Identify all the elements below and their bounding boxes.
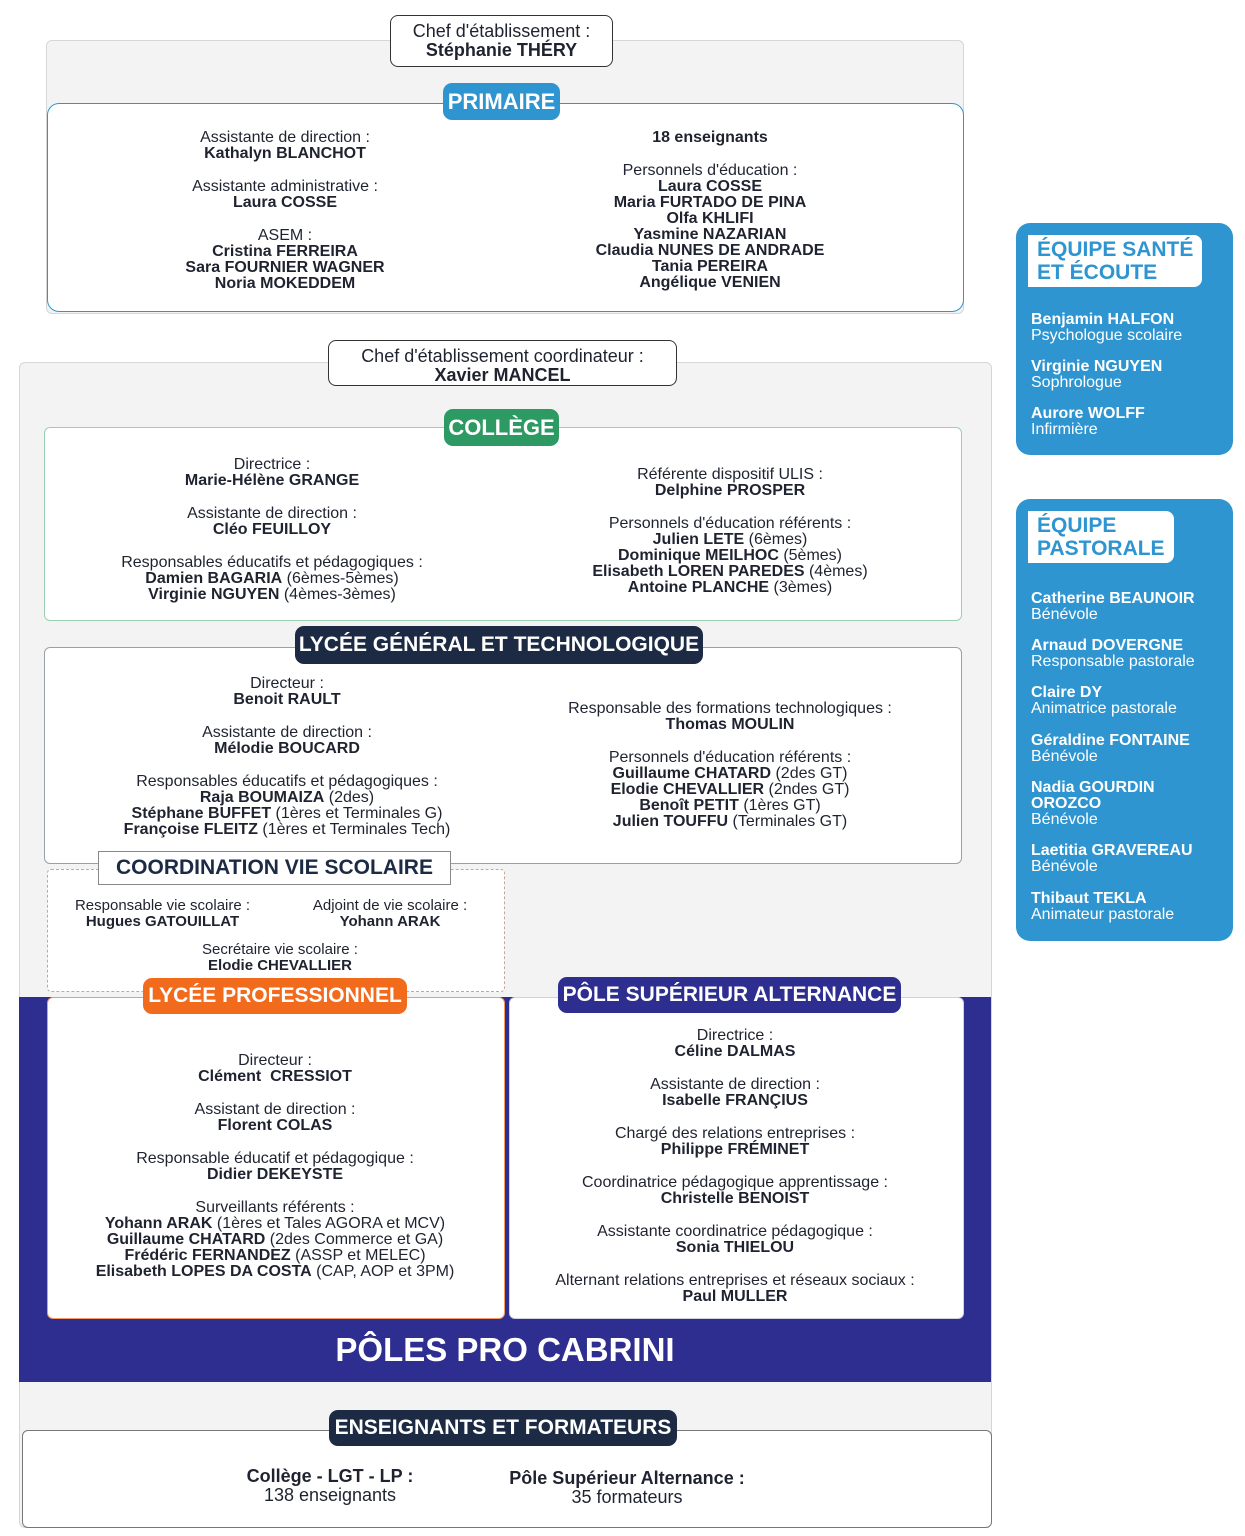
psa-column <box>525 1028 945 1305</box>
person-scope: (1ères et Terminales G) <box>271 805 443 822</box>
vie-scolaire-title: COORDINATION VIE SCOLAIRE <box>98 851 451 885</box>
person-name: Julien TOUFFU <box>612 813 729 830</box>
person-scope: (Terminales GT) <box>728 813 848 830</box>
college-asst-label: Assistante de direction : <box>187 505 357 522</box>
sante-title-line2: ET ÉCOUTE <box>1037 261 1158 284</box>
lgt-edu-entry <box>530 814 930 830</box>
person-scope: (6èmes) <box>744 531 808 548</box>
lgt-resp-entry <box>107 790 467 806</box>
psa-directrice-name: Céline DALMAS <box>674 1043 796 1060</box>
person-name: Françoise FLEITZ <box>123 821 258 838</box>
primaire-asst-dir-name: Kathalyn BLANCHOT <box>204 145 366 162</box>
person-scope: (4èmes-3èmes) <box>279 586 396 603</box>
primaire-edu-name: Tania PEREIRA <box>651 258 769 275</box>
lgt-directeur-label: Directeur : <box>250 675 324 692</box>
person-role: Bénévole <box>1031 606 1098 623</box>
college-edu-entry <box>545 548 915 564</box>
lgt-resp-entry <box>107 822 467 838</box>
person-name: Benoît PETIT <box>639 797 739 814</box>
psa-asst-coord-label: Assistante coordinatrice pédagogique : <box>597 1223 873 1240</box>
college-left-column <box>92 457 452 603</box>
primaire-teachers-count: 18 enseignants <box>652 129 768 146</box>
enseignants-right-label: Pôle Supérieur Alternance : <box>509 1468 745 1488</box>
psa-alternant-name: Paul MULLER <box>682 1288 788 1305</box>
person-name: Antoine PLANCHE <box>627 579 770 596</box>
sante-panel <box>1016 223 1233 455</box>
lp-surv-entry <box>70 1232 480 1248</box>
lgt-techno-label: Responsable des formations technologiques : <box>568 700 892 717</box>
enseignants-right <box>487 1469 767 1507</box>
primaire-title-chip: PRIMAIRE <box>443 83 560 120</box>
primaire-edu-name: Olfa KHLIFI <box>666 210 754 227</box>
lgt-techno-name: Thomas MOULIN <box>665 716 795 733</box>
person-name: Virginie NGUYEN <box>148 586 280 603</box>
college-asst-name: Cléo FEUILLOY <box>212 521 332 538</box>
lp-surv-label: Surveillants référents : <box>195 1199 355 1216</box>
primaire-asem-name: Noria MOKEDDEM <box>214 275 356 292</box>
person-name: Guillaume CHATARD <box>612 765 772 782</box>
person-name: Elisabeth LOPES DA COSTA <box>95 1263 312 1280</box>
person-role: Bénévole <box>1031 811 1098 828</box>
lgt-edu-entry <box>530 766 930 782</box>
person-role: Infirmière <box>1031 421 1098 438</box>
person-scope: (ASSP et MELEC) <box>290 1247 426 1264</box>
person-scope: (6èmes-5èmes) <box>282 570 399 587</box>
pastorale-title <box>1028 511 1174 563</box>
person-scope: (2des) <box>324 789 375 806</box>
person-name: Aurore WOLFF <box>1031 405 1145 422</box>
person-name: Claire DY <box>1031 684 1103 701</box>
college-ulis-label: Référente dispositif ULIS : <box>637 466 823 483</box>
person-name: Dominique MEILHOC <box>617 547 779 564</box>
enseignants-left-label: Collège - LGT - LP : <box>246 1466 414 1486</box>
lp-asst-label: Assistant de direction : <box>194 1101 356 1118</box>
person-scope: (3èmes) <box>769 579 833 596</box>
person-name: Yohann ARAK <box>104 1215 213 1232</box>
lgt-edu-entry <box>530 782 930 798</box>
pastorale-person <box>1031 780 1211 828</box>
lp-title-chip: LYCÉE PROFESSIONNEL <box>143 978 407 1014</box>
primaire-chef-label: Chef d'établissement : <box>412 21 591 41</box>
college-right-column <box>545 467 915 596</box>
person-scope: (5èmes) <box>778 547 842 564</box>
psa-title-chip: PÔLE SUPÉRIEUR ALTERNANCE <box>558 977 901 1013</box>
person-name: Elisabeth LOREN PAREDES <box>592 563 805 580</box>
psa-directrice-label: Directrice : <box>696 1027 774 1044</box>
person-scope: (1ères GT) <box>738 797 821 814</box>
primaire-chef-header <box>390 15 613 67</box>
college-edu-entry <box>545 564 915 580</box>
poles-pro-title: PÔLES PRO CABRINI <box>335 1331 675 1368</box>
primaire-asst-admin-label: Assistante administrative : <box>192 178 378 195</box>
sante-person <box>1031 406 1145 438</box>
person-scope: (4èmes) <box>804 563 868 580</box>
lgt-resp-label: Responsables éducatifs et pédagogiques : <box>136 773 438 790</box>
psa-asst-name: Isabelle FRANÇIUS <box>662 1092 808 1109</box>
pastorale-person <box>1031 891 1174 923</box>
primaire-asem-name: Cristina FERREIRA <box>212 243 358 260</box>
person-name: Benjamin HALFON <box>1031 311 1175 328</box>
person-name: Guillaume CHATARD <box>106 1231 266 1248</box>
lp-resp-label: Responsable éducatif et pédagogique : <box>136 1150 414 1167</box>
college-edu-entry <box>545 532 915 548</box>
lgt-asst-name: Mélodie BOUCARD <box>214 740 360 757</box>
person-scope: (1ères et Terminales Tech) <box>257 821 451 838</box>
person-role: Psychologue scolaire <box>1031 327 1183 344</box>
psa-alternant-label: Alternant relations entreprises et réseaux sociaux : <box>555 1272 915 1289</box>
sante-title-line1: ÉQUIPE SANTÉ <box>1037 238 1194 261</box>
person-scope: (1ères et Tales AGORA et MCV) <box>212 1215 446 1232</box>
pastorale-title-line1: ÉQUIPE <box>1037 514 1117 537</box>
psa-coord-label: Coordinatrice pédagogique apprentissage : <box>582 1174 888 1191</box>
college-directrice-name: Marie-Hélène GRANGE <box>184 472 360 489</box>
person-scope: (CAP, AOP et 3PM) <box>311 1263 455 1280</box>
person-name: Nadia GOURDIN OROZCO <box>1031 779 1155 812</box>
person-name: Arnaud DOVERGNE <box>1031 637 1184 654</box>
lp-directeur-label: Directeur : <box>238 1052 312 1069</box>
coordinateur-name: Xavier MANCEL <box>434 365 571 385</box>
psa-asst-label: Assistante de direction : <box>650 1076 820 1093</box>
lgt-edu-entry <box>530 798 930 814</box>
person-name: Géraldine FONTAINE <box>1031 732 1190 749</box>
primaire-asem-name: Sara FOURNIER WAGNER <box>185 259 385 276</box>
vie-scolaire-adj-label: Adjoint de vie scolaire : <box>312 897 468 914</box>
person-name: Thibaut TEKLA <box>1031 890 1147 907</box>
person-name: Frédéric FERNANDEZ <box>124 1247 291 1264</box>
psa-relations-name: Philippe FRÉMINET <box>660 1141 810 1158</box>
enseignants-right-value: 35 formateurs <box>571 1487 683 1507</box>
primaire-edu-name: Angélique VENIEN <box>639 274 781 291</box>
vie-scolaire-adj-name: Yohann ARAK <box>339 913 441 930</box>
primaire-edu-name: Laura COSSE <box>657 178 763 195</box>
person-name: Stéphane BUFFET <box>131 805 272 822</box>
person-name: Julien LETE <box>652 531 745 548</box>
lgt-right-column <box>530 701 930 830</box>
pastorale-person <box>1031 685 1177 717</box>
college-edu-entry <box>545 580 915 596</box>
vie-scolaire-resp <box>55 898 270 930</box>
psa-relations-label: Chargé des relations entreprises : <box>614 1125 856 1142</box>
enseignants-title-chip: ENSEIGNANTS ET FORMATEURS <box>329 1410 677 1446</box>
lgt-title-chip: LYCÉE GÉNÉRAL ET TECHNOLOGIQUE <box>295 626 703 664</box>
lp-asst-name: Florent COLAS <box>217 1117 333 1134</box>
primaire-left-column <box>110 130 460 292</box>
primaire-edu-label: Personnels d'éducation : <box>622 162 798 179</box>
lgt-resp-entry <box>107 806 467 822</box>
vie-scolaire-adjoint <box>285 898 495 930</box>
lp-column <box>70 1053 480 1280</box>
pastorale-person <box>1031 733 1190 765</box>
lp-resp-name: Didier DEKEYSTE <box>206 1166 344 1183</box>
person-role: Bénévole <box>1031 858 1098 875</box>
primaire-edu-name: Maria FURTADO DE PINA <box>613 194 807 211</box>
college-directrice-label: Directrice : <box>233 456 311 473</box>
lp-surv-entry <box>70 1264 480 1280</box>
pastorale-person <box>1031 843 1193 875</box>
lgt-asst-label: Assistante de direction : <box>202 724 372 741</box>
person-role: Animatrice pastorale <box>1031 700 1177 717</box>
primaire-edu-name: Yasmine NAZARIAN <box>633 226 787 243</box>
pastorale-title-line2: PASTORALE <box>1037 537 1165 560</box>
primaire-chef-name: Stéphanie THÉRY <box>425 40 578 60</box>
person-scope: (2des Commerce et GA) <box>265 1231 444 1248</box>
psa-coord-name: Christelle BENOIST <box>660 1190 810 1207</box>
college-title-chip: COLLÈGE <box>444 409 559 446</box>
college-edu-label: Personnels d'éducation référents : <box>608 515 852 532</box>
sante-person <box>1031 312 1182 344</box>
person-name: Elodie CHEVALLIER <box>610 781 765 798</box>
lp-surv-entry <box>70 1248 480 1264</box>
lgt-left-column <box>107 676 467 838</box>
lp-directeur-name: Clément CRESSIOT <box>198 1068 352 1085</box>
person-name: Virginie NGUYEN <box>1031 358 1163 375</box>
enseignants-left <box>200 1467 460 1505</box>
primaire-asst-admin-name: Laura COSSE <box>232 194 338 211</box>
vie-scolaire-secretaire <box>150 942 410 974</box>
psa-asst-coord-name: Sonia THIELOU <box>675 1239 795 1256</box>
vie-scolaire-sec-label: Secrétaire vie scolaire : <box>202 941 358 958</box>
primaire-asst-dir-label: Assistante de direction : <box>200 129 370 146</box>
primaire-edu-name: Claudia NUNES DE ANDRADE <box>595 242 825 259</box>
primaire-right-column <box>530 130 890 291</box>
coordinateur-label: Chef d'établissement coordinateur : <box>361 346 644 366</box>
pastorale-panel <box>1016 499 1233 941</box>
sante-person <box>1031 359 1162 391</box>
person-name: Raja BOUMAIZA <box>199 789 325 806</box>
person-name: Laetitia GRAVEREAU <box>1031 842 1193 859</box>
person-scope: (2ndes GT) <box>764 781 850 798</box>
vie-scolaire-resp-label: Responsable vie scolaire : <box>74 897 251 914</box>
person-role: Animateur pastorale <box>1031 906 1175 923</box>
college-resp-entry <box>92 571 452 587</box>
person-role: Responsable pastorale <box>1031 653 1195 670</box>
vie-scolaire-resp-name: Hugues GATOUILLAT <box>85 913 240 930</box>
person-name: Damien BAGARIA <box>145 570 283 587</box>
primaire-asem-label: ASEM : <box>257 227 313 244</box>
person-scope: (2des GT) <box>771 765 848 782</box>
college-resp-entry <box>92 587 452 603</box>
pastorale-person <box>1031 638 1195 670</box>
college-resp-label: Responsables éducatifs et pédagogiques : <box>121 554 423 571</box>
person-name: Catherine BEAUNOIR <box>1031 590 1195 607</box>
enseignants-left-value: 138 enseignants <box>263 1485 397 1505</box>
person-role: Sophrologue <box>1031 374 1122 391</box>
coordinateur-header <box>328 340 677 386</box>
lp-surv-entry <box>70 1216 480 1232</box>
person-role: Bénévole <box>1031 748 1098 765</box>
sante-title <box>1028 235 1202 287</box>
lgt-edu-label: Personnels d'éducation référents : <box>608 749 852 766</box>
lgt-directeur-name: Benoit RAULT <box>233 691 341 708</box>
vie-scolaire-sec-name: Elodie CHEVALLIER <box>208 957 352 974</box>
college-ulis-name: Delphine PROSPER <box>654 482 806 499</box>
pastorale-person <box>1031 591 1195 623</box>
